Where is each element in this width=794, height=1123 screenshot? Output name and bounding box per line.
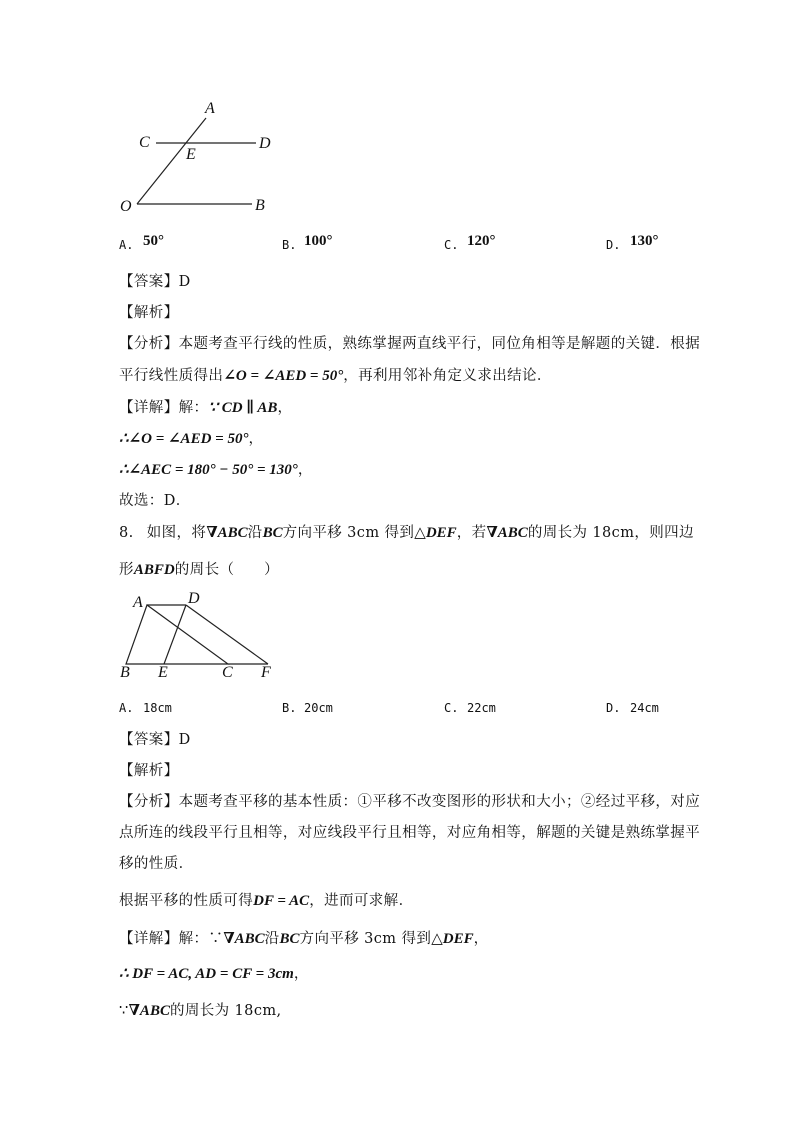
q8-d1-post: 方向平移 3cm 得到 — [299, 931, 432, 947]
q8-analysis-title: 【解析】 — [119, 763, 179, 779]
q7-detail-comma2: ， — [248, 431, 264, 447]
fig2-label-f: F — [261, 664, 271, 681]
q8-an4-pre: 根据平移的性质可得 — [119, 893, 254, 909]
q7-analysis-line1: 【分析】本题考查平行线的性质，熟练掌握两直线平行，同位角相等是解题的关键．根据 — [119, 336, 701, 352]
q8-l1-c: 方向平移 3cm 得到 — [282, 525, 415, 541]
q8-l1-b: 沿 — [247, 525, 263, 541]
q8-l1-e: 的周长为 18cm，则四边 — [527, 525, 694, 541]
q7-option-d-letter: D. — [606, 238, 621, 252]
q8-d1-tri-abc: ∇ABC — [223, 931, 265, 947]
q8-d3-tri-abc: ∇ABC — [128, 1003, 170, 1019]
q7-choose: 故选：D． — [119, 493, 191, 509]
q7-analysis-line2-math: ∠O = ∠AED = 50° — [223, 368, 344, 384]
q8-option-c-letter: C. — [444, 701, 459, 715]
q7-detail-math3: ∴∠AEC = 180° − 50° = 130° — [119, 462, 298, 478]
q8-option-d-letter: D. — [606, 701, 621, 715]
label-a: A — [205, 100, 215, 117]
fig2-label-b: B — [120, 664, 130, 681]
q8-bc: BC — [262, 525, 283, 541]
label-c: C — [139, 134, 150, 151]
q8-number: 8. — [119, 525, 134, 541]
q8-analysis-line4 — [119, 889, 414, 910]
q8-d1-bc: BC — [279, 931, 300, 947]
q7-detail-math1: ∵ CD ∥ AB — [208, 400, 278, 416]
q8-l1-a: 如图，将 — [146, 525, 207, 541]
q7-option-a-value: 50° — [143, 233, 164, 249]
q8-option-c-value: 22cm — [467, 701, 496, 715]
q8-option-b-value: 20cm — [304, 701, 333, 715]
q7-detail-math2: ∴∠O = ∠AED = 50° — [119, 431, 249, 447]
q8-d2-comma: ， — [293, 966, 309, 982]
fig2-label-a: A — [133, 594, 143, 611]
q7-detail-comma3: ， — [297, 462, 313, 478]
q8-d1-comma: ， — [473, 931, 489, 947]
q8-d3-post: 的周长为 18cm, — [169, 1003, 282, 1019]
q8-l1-d: ，若 — [456, 525, 487, 541]
q8-tri-abc-2: ∇ABC — [486, 525, 528, 541]
q8-option-a-letter: A. — [119, 701, 134, 715]
q7-analysis-line2-pre: 平行线性质得出 — [119, 368, 224, 384]
q7-detail-comma: ， — [277, 400, 293, 416]
label-o: O — [120, 198, 132, 215]
q8-option-a-value: 18cm — [143, 701, 172, 715]
q8-analysis-line2: 点所连的线段平行且相等，对应线段平行且相等，对应角相等，解题的关键是熟练掌握平 — [119, 825, 701, 841]
q8-option-b-letter: B. — [282, 701, 297, 715]
fig2-label-e: E — [158, 664, 168, 681]
segment-df — [186, 605, 268, 664]
q8-d2-math: ∴ DF = AC, AD = CF = 3cm — [119, 966, 294, 982]
q7-analysis-title: 【解析】 — [119, 305, 179, 321]
q8-d1-pre: 【详解】解：∵ — [119, 931, 224, 947]
q8-d1-mid: 沿 — [264, 931, 280, 947]
label-d: D — [259, 135, 271, 152]
q8-tri-abc: ∇ABC — [206, 525, 248, 541]
q8-option-d-value: 24cm — [630, 701, 659, 715]
q7-option-c-value: 120° — [467, 233, 496, 249]
q7-detail-pre: 【详解】解： — [119, 400, 209, 416]
q8-analysis-line3: 移的性质． — [119, 856, 194, 872]
q8-l2-a: 形 — [119, 562, 134, 578]
label-e: E — [186, 146, 196, 163]
q7-option-c-letter: C. — [444, 238, 459, 252]
label-b: B — [255, 197, 265, 214]
q7-option-b-value: 100° — [304, 233, 333, 249]
q8-d1-tri-def: △DEF — [431, 931, 474, 947]
q7-option-d-value: 130° — [630, 233, 659, 249]
fig2-label-d: D — [188, 590, 200, 607]
q7-option-a-letter: A. — [119, 238, 134, 252]
q7-answer: 【答案】D — [119, 274, 191, 290]
q8-an4-math: DF = AC — [253, 893, 310, 909]
q8-detail-line1 — [119, 927, 489, 948]
q8-detail-line3 — [119, 999, 282, 1020]
q7-option-b-letter: B. — [282, 238, 297, 252]
q8-tri-def: △DEF — [414, 525, 457, 541]
triangle-abc — [126, 605, 228, 664]
q8-l2-b: 的周长（ ） — [174, 562, 280, 578]
q8-analysis-line1: 【分析】本题考查平移的基本性质：①平移不改变图形的形状和大小；②经过平移，对应 — [119, 794, 701, 810]
q8-abfd: ABFD — [133, 562, 175, 578]
q8-an4-post: ，进而可求解． — [309, 893, 414, 909]
q8-answer: 【答案】D — [119, 732, 191, 748]
q8-detail-line2 — [119, 962, 309, 983]
fig2-label-c: C — [222, 664, 233, 681]
q7-analysis-line2-post: ，再利用邻补角定义求出结论． — [343, 368, 552, 384]
segment-de — [164, 605, 186, 664]
q8-d3-pre: ∵ — [119, 1003, 129, 1019]
